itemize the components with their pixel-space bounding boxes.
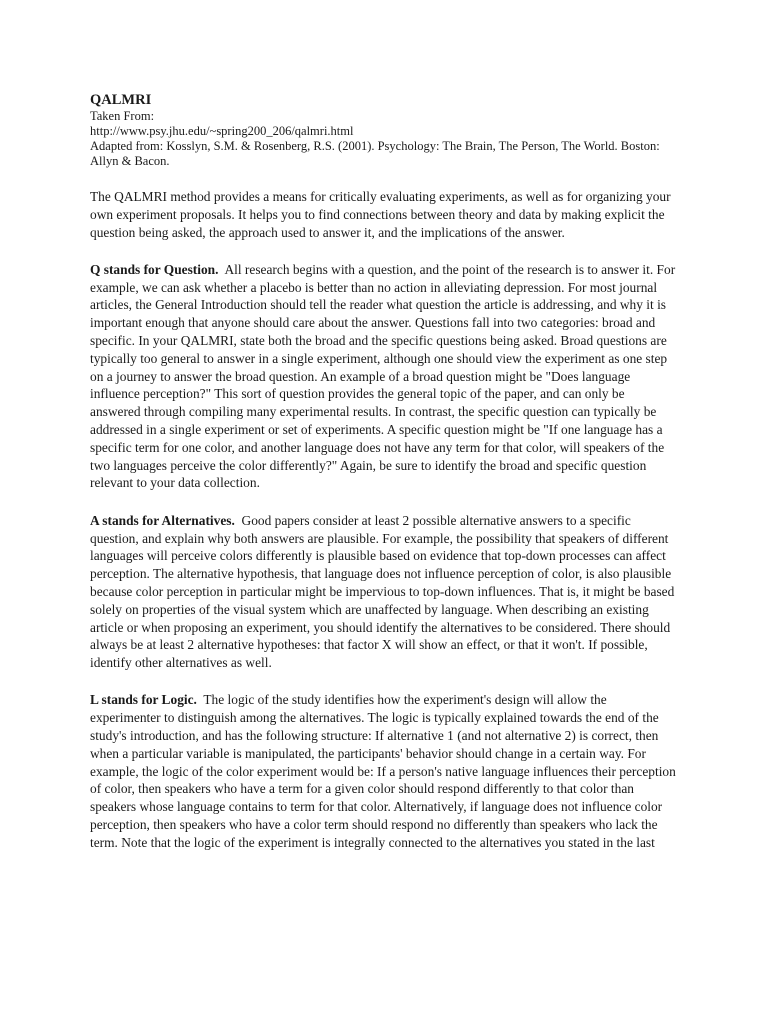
- section-heading-question: Q stands for Question.: [90, 261, 219, 277]
- section-heading-alternatives: A stands for Alternatives.: [90, 512, 235, 528]
- section-alternatives: [90, 512, 678, 672]
- document-title: QALMRI: [90, 92, 152, 108]
- section-question: [90, 261, 678, 492]
- section-body-logic: The logic of the study identifies how the experiment's design will allow the experimenter to distinguish among the alternatives. The logic is typically explained towards the end of the study's introduction, and has the following structure: If alternative 1 (and not alternative 2) is correct, then when a particular variable is manipulated, the participants' behavior should change in a certain way. For example, the logic of the color experiment would be: If a person's native language influences their perception of color, then speakers who have a term for a given color should respond differently to that color than speakers whose language contains to term for that color. Alternatively, if language does not influence color perception, then speakers who have a color term should respond no differently than speakers who lack the term. Note that the logic of the experiment is integrally connected to the alternatives you stated in the last: [90, 692, 676, 850]
- adapted-from-citation: Adapted from: Kosslyn, S.M. & Rosenberg, R.S. (2001). Psychology: The Brain, The Person, The World. Boston: Allyn & Bacon.: [90, 139, 660, 168]
- section-logic: [90, 691, 678, 851]
- intro-paragraph: The QALMRI method provides a means for critically evaluating experiments, as well as for organizing your own experiment proposals. It helps you to find connections between theory and data by making explicit the question being asked, the approach used to answer it, and the implications of the answer.: [90, 189, 671, 240]
- section-body-question: All research begins with a question, and the point of the research is to answer it. For example, we can ask whether a placebo is better than no action in alleviating depression. For most journal articles, the General Introduction should tell the reader what question the article is addressing, and why it is important enough that anyone should care about the answer. Questions fall into two categories: broad and specific. In your QALMRI, state both the broad and the specific questions being asked. Broad questions are typically too general to answer in a single experiment, although one should view the experiment as one step on a journey to answer the broad question. An example of a broad question might be "Does language influence perception?" This sort of question provides the general topic of the paper, and can only be answered through compiling many experimental results. In contrast, the specific question can typically be addressed in a single experiment or set of experiments. A specific question might be "If one language has a specific term for one color, and another language does not have any term for that color, will speakers of the two languages perceive the color differently?" Again, be sure to identify the broad and specific question relevant to your data collection.: [90, 261, 676, 491]
- source-url: http://www.psy.jhu.edu/~spring200_206/qalmri.html: [90, 124, 354, 138]
- taken-from-label: Taken From:: [90, 109, 155, 123]
- section-heading-logic: L stands for Logic.: [90, 692, 197, 708]
- section-body-alternatives: Good papers consider at least 2 possible alternative answers to a specific question, and explain why both answers are plausible. For example, the possibility that speakers of different languages will perceive colors differently is plausible based on evidence that top-down processes can affect perception. The alternative hypothesis, that language does not influence perception of color, is also plausible because color perception in particular might be impervious to top-down influences. That is, it might be based solely on properties of the visual system which are unaffected by language. When describing an existing article or when proposing an experiment, you should identify the alternatives to be considered. There should always be at least 2 alternative hypotheses: that factor X will show an effect, or that it won't. If possible, identify other alternatives as well.: [90, 512, 675, 671]
